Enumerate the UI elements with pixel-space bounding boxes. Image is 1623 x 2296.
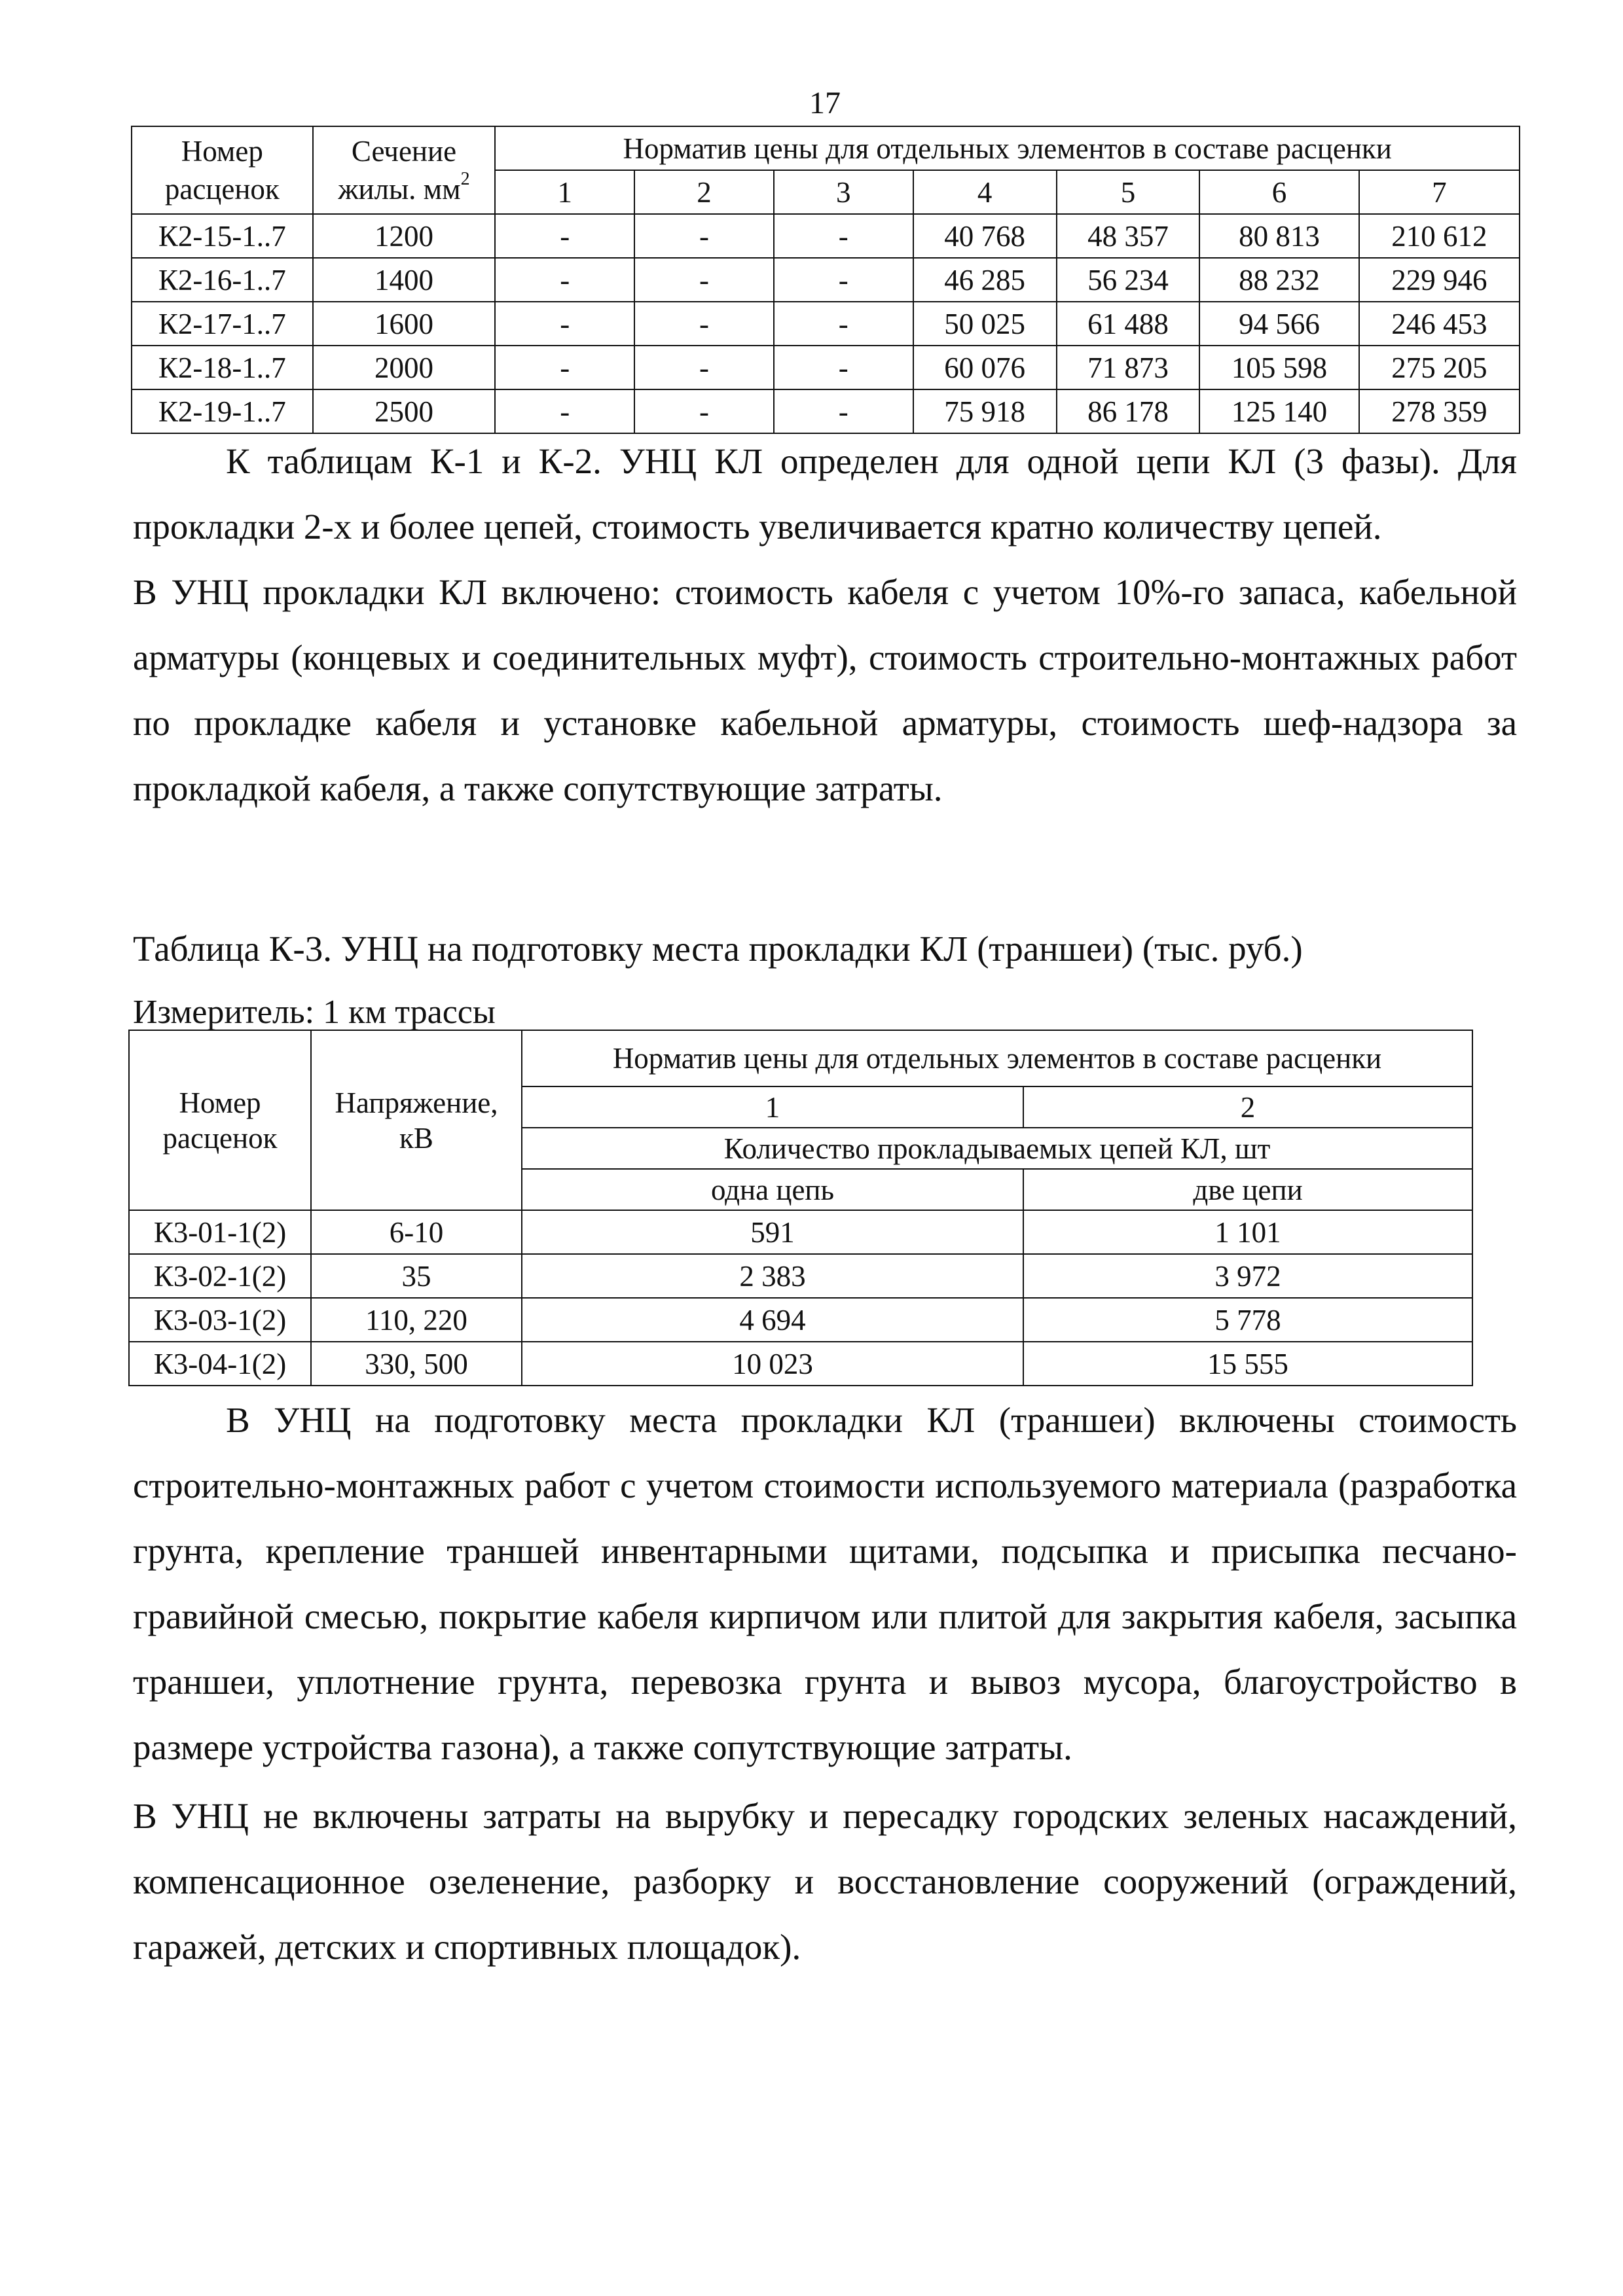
cell-value: 48 357 <box>1057 214 1200 258</box>
table-k3-unit: Измеритель: 1 км трассы <box>133 994 496 1031</box>
cell-section: 1200 <box>313 214 496 258</box>
cell-value: 61 488 <box>1057 302 1200 346</box>
table-k2 <box>131 126 1520 434</box>
cell-value: 15 555 <box>1023 1342 1472 1386</box>
subheader-cell: 2 <box>1023 1086 1472 1128</box>
cell-value: - <box>774 302 913 346</box>
cell-value: - <box>495 346 634 389</box>
cell-section: 1600 <box>313 302 496 346</box>
cell-value: 40 768 <box>913 214 1057 258</box>
cell-section: 2000 <box>313 346 496 389</box>
cell-value: - <box>634 302 774 346</box>
header-section: Сечение жилы. $мм^2$ <box>313 126 496 214</box>
cell-value: - <box>774 389 913 433</box>
cell-value: 229 946 <box>1359 258 1520 302</box>
cell-value: 105 598 <box>1199 346 1359 389</box>
cell-value: - <box>774 346 913 389</box>
page-number: 17 <box>809 86 841 120</box>
cell-value: - <box>634 214 774 258</box>
note-paragraph: К таблицам К-1 и К-2. УНЦ КЛ определен для одной цепи КЛ (3 фазы). Для прокладки 2-х и более цепей, стоимость увеличивается кратно количеству цепей. <box>133 441 1517 547</box>
subheader-cell: 3 <box>774 170 913 214</box>
table-row <box>132 389 1520 433</box>
cell-value: - <box>774 258 913 302</box>
header-circuits: Количество прокладываемых цепей КЛ, шт <box>522 1128 1472 1169</box>
header-voltage: Напряжение, кВ <box>311 1030 522 1210</box>
header-one-circuit: одна цепь <box>522 1169 1023 1210</box>
cell-section: 2500 <box>313 389 496 433</box>
table-header-row <box>132 126 1520 170</box>
table-k3 <box>128 1030 1473 1386</box>
cell-value: - <box>634 258 774 302</box>
cell-code: К2-17-1..7 <box>132 302 313 346</box>
table-row <box>132 346 1520 389</box>
cell-voltage: 6-10 <box>311 1210 522 1254</box>
table-row <box>129 1210 1472 1254</box>
header-norm-group: Норматив цены для отдельных элементов в составе расценки <box>495 126 1520 170</box>
subheader-cell: 1 <box>522 1086 1023 1128</box>
cell-value: 2 383 <box>522 1254 1023 1298</box>
table-k3-title: Таблица К-3. УНЦ на подготовку места прокладки КЛ (траншеи) (тыс. руб.) <box>133 929 1303 969</box>
cell-voltage: 110, 220 <box>311 1298 522 1342</box>
table-header-row <box>129 1030 1472 1086</box>
subheader-cell: 7 <box>1359 170 1520 214</box>
cell-code: К3-01-1(2) <box>129 1210 311 1254</box>
cell-value: - <box>495 214 634 258</box>
cell-value: 275 205 <box>1359 346 1520 389</box>
cell-value: 50 025 <box>913 302 1057 346</box>
included-trench-paragraph: В УНЦ на подготовку места прокладки КЛ (траншеи) включены стоимость строительно-монтажных работ с учетом стоимости используемого материала (разработка грунта, крепление траншей инвентарными щитами, подсыпка и присыпка песчано-гравийной смесью, покрытие кабеля кирпичом или плитой для закрытия кабеля, засыпка траншеи, уплотнение грунта, перевозка грунта и вывоз мусора, благоустройство в размере устройства газона), а также сопутствующие затраты. <box>133 1400 1517 1767</box>
cell-value: 60 076 <box>913 346 1057 389</box>
table-row <box>129 1298 1472 1342</box>
cell-value: 10 023 <box>522 1342 1023 1386</box>
header-number: Номер расценок <box>132 126 313 214</box>
table-row <box>132 214 1520 258</box>
cell-code: К3-02-1(2) <box>129 1254 311 1298</box>
cell-value: - <box>774 214 913 258</box>
subheader-cell: 5 <box>1057 170 1200 214</box>
table-row <box>129 1254 1472 1298</box>
cell-value: 94 566 <box>1199 302 1359 346</box>
cell-value: 71 873 <box>1057 346 1200 389</box>
cell-code: К2-18-1..7 <box>132 346 313 389</box>
cell-value: 75 918 <box>913 389 1057 433</box>
cell-code: К2-19-1..7 <box>132 389 313 433</box>
cell-code: К2-15-1..7 <box>132 214 313 258</box>
table-row <box>129 1342 1472 1386</box>
cell-value: - <box>495 389 634 433</box>
table-row <box>132 258 1520 302</box>
subheader-cell: 1 <box>495 170 634 214</box>
subheader-cell: 6 <box>1199 170 1359 214</box>
cell-value: - <box>634 346 774 389</box>
subheader-cell: 4 <box>913 170 1057 214</box>
cell-value: 56 234 <box>1057 258 1200 302</box>
cell-code: К2-16-1..7 <box>132 258 313 302</box>
cell-value: 1 101 <box>1023 1210 1472 1254</box>
cell-value: 246 453 <box>1359 302 1520 346</box>
header-norm-group: Норматив цены для отдельных элементов в составе расценки <box>522 1030 1472 1086</box>
cell-value: - <box>634 389 774 433</box>
table-row <box>132 302 1520 346</box>
cell-value: 88 232 <box>1199 258 1359 302</box>
cell-value: 591 <box>522 1210 1023 1254</box>
header-number: Номер расценок <box>129 1030 311 1210</box>
not-included-paragraph: В УНЦ не включены затраты на вырубку и пересадку городских зеленых насаждений, компенсационное озеленение, разборку и восстановление сооружений (ограждений, гаражей, детских и спортивных площадок). <box>133 1796 1517 1967</box>
cell-value: 210 612 <box>1359 214 1520 258</box>
cell-value: 80 813 <box>1199 214 1359 258</box>
cell-voltage: 35 <box>311 1254 522 1298</box>
included-cable-paragraph: В УНЦ прокладки КЛ включено: стоимость кабеля с учетом 10%-го запаса, кабельной арматуры (концевых и соединительных муфт), стоимость строительно-монтажных работ по прокладке кабеля и установке кабельной арматуры, стоимость шеф-надзора за прокладкой кабеля, а также сопутствующие затраты. <box>133 572 1517 808</box>
cell-value: 5 778 <box>1023 1298 1472 1342</box>
cell-value: 86 178 <box>1057 389 1200 433</box>
cell-value: 278 359 <box>1359 389 1520 433</box>
cell-voltage: 330, 500 <box>311 1342 522 1386</box>
cell-code: К3-04-1(2) <box>129 1342 311 1386</box>
cell-value: 4 694 <box>522 1298 1023 1342</box>
subheader-cell: 2 <box>634 170 774 214</box>
cell-section: 1400 <box>313 258 496 302</box>
cell-value: 46 285 <box>913 258 1057 302</box>
cell-value: - <box>495 302 634 346</box>
cell-value: 125 140 <box>1199 389 1359 433</box>
cell-value: - <box>495 258 634 302</box>
cell-code: К3-03-1(2) <box>129 1298 311 1342</box>
header-two-circuits: две цепи <box>1023 1169 1472 1210</box>
cell-value: 3 972 <box>1023 1254 1472 1298</box>
